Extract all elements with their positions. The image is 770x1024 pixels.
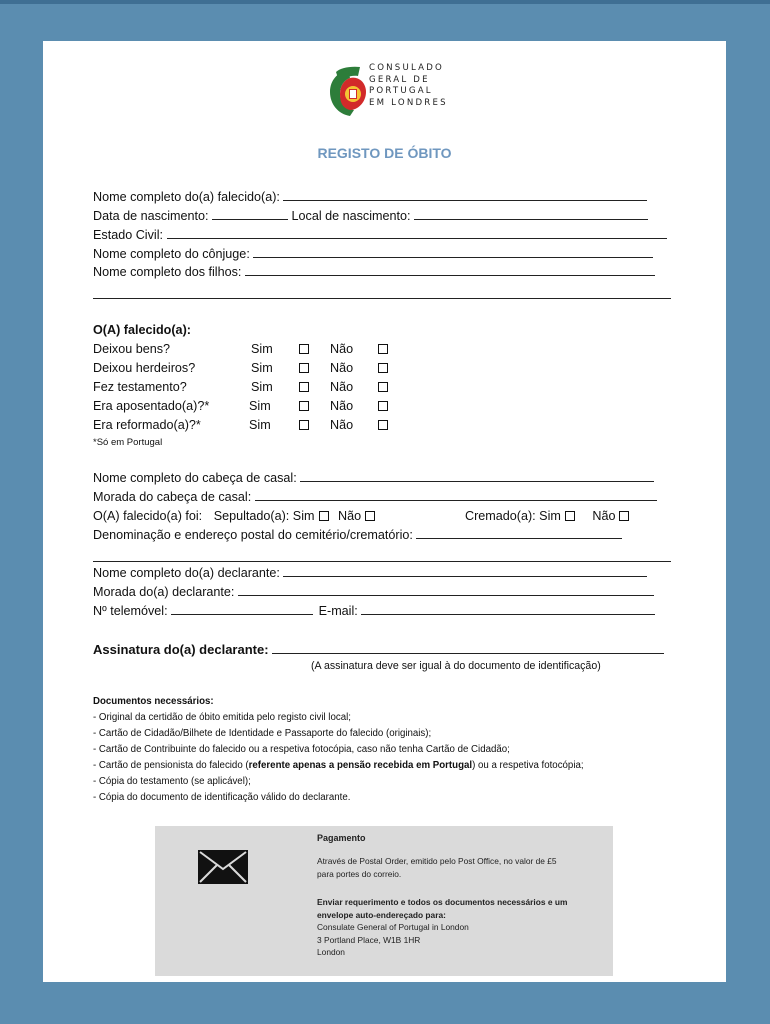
- field-declarante-morada[interactable]: [93, 584, 654, 600]
- question-label: Deixou bens?: [93, 342, 171, 356]
- input-line[interactable]: [255, 489, 657, 501]
- checkbox-cremado-sim[interactable]: [565, 511, 575, 521]
- payment-line: Enviar requerimento e todos os documentos necessários e um: [317, 897, 568, 907]
- list-item: - Cópia do documento de identificação válido do declarante.: [93, 792, 351, 803]
- field-contactos[interactable]: [93, 603, 655, 619]
- field-label: Denominação e endereço postal do cemitério/crematório:: [93, 528, 413, 542]
- no-label: Não: [592, 509, 616, 523]
- list-item: [93, 758, 584, 774]
- list-item-text: ) ou a respetiva fotocópia;: [472, 760, 584, 771]
- list-item-text: - Cartão de pensionista do falecido (: [93, 760, 249, 771]
- list-item: - Cópia do testamento (se aplicável);: [93, 776, 251, 787]
- field-assinatura[interactable]: [93, 642, 664, 658]
- envelope-icon: [197, 849, 249, 885]
- question-label: Era aposentado(a)?*: [93, 399, 210, 413]
- documentos-list: [93, 710, 584, 806]
- input-line[interactable]: [253, 246, 653, 258]
- address-line: London: [317, 947, 345, 957]
- yes-label: Sim: [251, 380, 273, 394]
- question-label: Era reformado(a)?*: [93, 418, 201, 432]
- email-input-line[interactable]: [361, 603, 655, 615]
- field-label: Nº telemóvel:: [93, 604, 168, 618]
- field-label: Nome completo do cônjuge:: [93, 247, 250, 261]
- field-nome-falecido[interactable]: [93, 189, 647, 205]
- no-label: Não: [330, 342, 354, 356]
- payment-box: [155, 826, 613, 976]
- signature-line[interactable]: [272, 642, 664, 654]
- input-line[interactable]: [414, 208, 648, 220]
- no-label: Não: [330, 399, 354, 413]
- checkbox-reformado-nao[interactable]: [378, 420, 388, 430]
- field-estado-civil[interactable]: [93, 227, 667, 243]
- no-label: Não: [330, 418, 354, 432]
- list-item: - Original da certidão de óbito emitida pelo registo civil local;: [93, 712, 351, 723]
- question-label: Deixou herdeiros?: [93, 361, 196, 375]
- cremado-label: Cremado(a): Sim: [465, 509, 561, 523]
- field-label: Nome completo do(a) falecido(a):: [93, 190, 280, 204]
- payment-address: [317, 896, 567, 959]
- field-label: Assinatura do(a) declarante:: [93, 642, 269, 657]
- document-page: [43, 41, 726, 982]
- logo-line: PORTUGAL: [369, 86, 433, 96]
- checkbox-testamento-nao[interactable]: [378, 382, 388, 392]
- field-label: Local de nascimento:: [291, 209, 411, 223]
- no-label: Não: [330, 361, 354, 375]
- field-label: Nome completo do cabeça de casal:: [93, 471, 297, 485]
- footnote: *Só em Portugal: [93, 437, 163, 448]
- input-line[interactable]: [238, 584, 654, 596]
- phone-input-line[interactable]: [171, 603, 313, 615]
- field-cabeca-nome[interactable]: [93, 470, 654, 486]
- yes-label: Sim: [249, 418, 271, 432]
- input-line[interactable]: [283, 189, 647, 201]
- yes-label: Sim: [251, 361, 273, 375]
- field-conjuge[interactable]: [93, 246, 653, 262]
- field-label: O(A) falecido(a) foi:: [93, 509, 203, 523]
- payment-heading: Pagamento: [317, 833, 366, 843]
- cremado-group: [465, 508, 629, 524]
- logo-line: CONSULADO: [369, 63, 444, 73]
- payment-text: [317, 855, 557, 880]
- checkbox-bens-nao[interactable]: [378, 344, 388, 354]
- yes-label: Sim: [249, 399, 271, 413]
- checkbox-reformado-sim[interactable]: [299, 420, 309, 430]
- logo-line: EM LONDRES: [369, 97, 448, 108]
- checkbox-sepultado-sim[interactable]: [319, 511, 329, 521]
- cemiterio-extra-line[interactable]: [93, 561, 671, 562]
- checkbox-testamento-sim[interactable]: [299, 382, 309, 392]
- documentos-heading: Documentos necessários:: [93, 696, 214, 707]
- checkbox-aposentado-sim[interactable]: [299, 401, 309, 411]
- field-label: Morada do cabeça de casal:: [93, 490, 252, 504]
- field-cabeca-morada[interactable]: [93, 489, 657, 505]
- logo-line: GERAL DE: [369, 74, 430, 85]
- payment-line: para portes do correio.: [317, 868, 402, 879]
- no-label: Não: [330, 380, 354, 394]
- address-line: 3 Portland Place, W1B 1HR: [317, 934, 421, 945]
- field-cemiterio[interactable]: [93, 527, 622, 543]
- field-sepultado-cremado: [93, 508, 375, 524]
- field-declarante-nome[interactable]: [93, 565, 647, 581]
- input-line[interactable]: [416, 527, 622, 539]
- field-label: Nome completo do(a) declarante:: [93, 566, 280, 580]
- input-line[interactable]: [300, 470, 654, 482]
- no-label: Não: [338, 509, 362, 523]
- address-line: Consulate General of Portugal in London: [317, 922, 469, 932]
- payment-line: envelope auto-endereçado para:: [317, 909, 446, 920]
- sepultado-label: Sepultado(a): Sim: [213, 509, 315, 523]
- input-line[interactable]: [167, 227, 667, 239]
- checkbox-aposentado-nao[interactable]: [378, 401, 388, 411]
- field-label: Estado Civil:: [93, 228, 163, 242]
- input-line[interactable]: [212, 208, 288, 220]
- field-label: E-mail:: [318, 604, 358, 618]
- input-line[interactable]: [245, 264, 655, 276]
- checkbox-cremado-nao[interactable]: [619, 511, 629, 521]
- yes-label: Sim: [251, 342, 273, 356]
- assinatura-nota: (A assinatura deve ser igual à do documento de identificação): [311, 660, 601, 672]
- page-title: REGISTO DE ÓBITO: [317, 145, 452, 161]
- falecido-heading: O(A) falecido(a):: [93, 323, 191, 337]
- input-line[interactable]: [283, 565, 647, 577]
- question-label: Fez testamento?: [93, 380, 187, 394]
- list-item-bold: referente apenas a pensão recebida em Portugal: [248, 760, 473, 771]
- checkbox-sepultado-nao[interactable]: [365, 511, 375, 521]
- logo-text: [369, 63, 448, 109]
- checkbox-herdeiros-nao[interactable]: [378, 363, 388, 373]
- list-item: - Cartão de Contribuinte do falecido ou a respetiva fotocópia, caso não tenha Cartão de Cidadão;: [93, 744, 510, 755]
- top-band: [0, 0, 770, 4]
- filhos-extra-line[interactable]: [93, 298, 671, 299]
- checkbox-bens-sim[interactable]: [299, 344, 309, 354]
- field-label: Data de nascimento:: [93, 209, 209, 223]
- list-item: - Cartão de Cidadão/Bilhete de Identidade e Passaporte do falecido (originais);: [93, 728, 432, 739]
- payment-line: Através de Postal Order, emitido pelo Post Office, no valor de £5: [317, 856, 557, 866]
- field-data-nascimento[interactable]: [93, 208, 648, 224]
- field-label: Nome completo dos filhos:: [93, 265, 242, 279]
- checkbox-herdeiros-sim[interactable]: [299, 363, 309, 373]
- field-label: Morada do(a) declarante:: [93, 585, 235, 599]
- field-filhos[interactable]: [93, 264, 655, 280]
